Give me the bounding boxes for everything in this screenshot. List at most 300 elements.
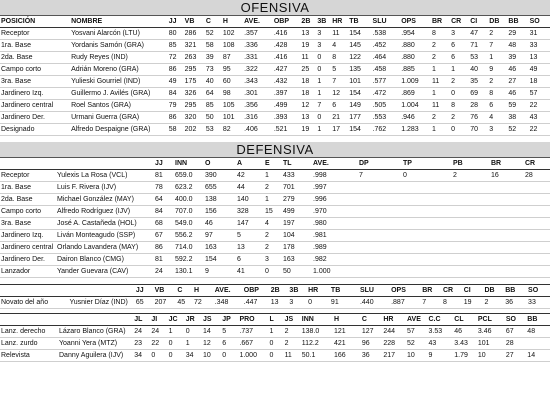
table-cell: 12 [301, 102, 310, 109]
table-cell: 38 [508, 114, 517, 121]
table-cell: .440 [359, 299, 374, 306]
table-cell: 138 [205, 196, 217, 203]
table-cell: 3ra. Base [1, 220, 31, 227]
table-cell: José A. Castañeda (HOL) [57, 220, 137, 227]
table-cell: 2 [265, 244, 269, 251]
column-header: 2B [270, 287, 280, 294]
table-cell: Jardinero central [1, 102, 54, 109]
column-header: 3B [289, 287, 299, 294]
table-cell: 244 [383, 328, 396, 335]
table-cell: .981 [313, 232, 327, 239]
table-cell: 31 [529, 30, 538, 37]
table-cell: 104 [283, 232, 295, 239]
table-cell: .416 [273, 54, 288, 61]
column-header: C [205, 18, 211, 25]
table-cell: 149 [349, 102, 361, 109]
table-cell: .428 [273, 42, 288, 49]
table-cell: 102 [222, 30, 235, 37]
table-cell: .447 [243, 299, 258, 306]
table-cell: 2 [284, 340, 289, 347]
table-cell: 197 [283, 220, 295, 227]
table-cell: 0 [222, 352, 227, 359]
table-cell: Alfredo Despaigne (GRA) [71, 126, 151, 133]
column-header: JP [222, 316, 231, 323]
table-cell: Lanz. zurdo [1, 340, 38, 347]
table-cell: 25 [301, 66, 310, 73]
table-cell [452, 266, 490, 278]
table-cell: 556.2 [175, 232, 193, 239]
table-cell: 7 [332, 78, 337, 85]
table-cell: .397 [273, 90, 288, 97]
table-cell: 8 [332, 54, 337, 61]
table-row [0, 124, 550, 136]
table-cell: .505 [372, 102, 387, 109]
table-row [0, 100, 550, 112]
table-cell [358, 182, 402, 194]
table-cell: 295 [184, 66, 197, 73]
table-cell: 18 [529, 78, 538, 85]
table-cell: 72 [193, 299, 202, 306]
column-header [56, 158, 154, 170]
table-cell: 0 [265, 268, 269, 275]
table-cell: 400.0 [175, 196, 193, 203]
table-cell: .458 [372, 66, 387, 73]
table-cell: 22 [151, 340, 160, 347]
header-row [0, 314, 550, 326]
table-cell: Yander Guevara (CAV) [57, 268, 129, 275]
table-cell: 2 [265, 184, 269, 191]
table-cell [524, 230, 550, 242]
table-cell: 10 [202, 352, 211, 359]
table-cell: 36 [361, 352, 370, 359]
table-cell [524, 218, 550, 230]
table-row [0, 326, 550, 338]
column-header: H [333, 316, 340, 323]
table-cell: 67 [155, 232, 163, 239]
table-cell: Danny Aguilera (IJV) [59, 352, 124, 359]
column-header: JS [284, 316, 294, 323]
table-cell: .538 [372, 30, 387, 37]
column-header: TB [349, 18, 359, 25]
table-cell: .464 [372, 54, 387, 61]
table-cell: 84 [155, 208, 163, 215]
table-cell: 19 [463, 299, 472, 306]
table-cell: Jardinero Izq. [1, 90, 44, 97]
header-row [0, 16, 550, 28]
table-cell: .997 [313, 184, 327, 191]
table-row [0, 52, 550, 64]
column-header: C [361, 316, 367, 323]
table-cell [402, 206, 452, 218]
table-cell: 0 [185, 328, 190, 335]
table-cell: 3 [489, 126, 494, 133]
table-cell: 592.2 [175, 256, 193, 263]
table-cell: 1 [265, 172, 269, 179]
column-header: DB [484, 287, 495, 294]
table-cell: 1 [269, 328, 274, 335]
table-cell: 0 [451, 126, 455, 133]
table-cell: 154 [349, 30, 361, 37]
table-cell: .357 [244, 30, 258, 37]
column-header: JJ [168, 18, 177, 25]
table-cell [452, 242, 490, 254]
table-cell: 6 [332, 102, 337, 109]
column-header: OPS [401, 18, 416, 25]
table-cell: Adrián Moreno (GRA) [71, 66, 139, 73]
table-cell: Yulexis La Rosa (VCL) [57, 172, 128, 179]
table-row [0, 88, 550, 100]
table-cell [490, 194, 524, 206]
table-cell: .427 [273, 66, 288, 73]
table-cell: Yoanni Yera (MTZ) [59, 340, 118, 347]
table-cell: 13 [237, 244, 245, 251]
table-cell: .970 [313, 208, 327, 215]
table-cell: 84 [168, 90, 177, 97]
table-cell: .322 [244, 66, 258, 73]
table-cell [524, 254, 550, 266]
table-cell: 328 [237, 208, 249, 215]
column-header: POSICIÓN [1, 18, 36, 25]
column-header: AVE [407, 316, 421, 323]
table-cell: 49 [529, 66, 538, 73]
table-cell: 87 [222, 54, 231, 61]
table-cell: 0 [317, 66, 322, 73]
table-cell: 24 [134, 328, 142, 335]
table-cell: 91 [330, 299, 339, 306]
table-cell [490, 218, 524, 230]
table-cell: 64 [205, 90, 214, 97]
table-cell: 122 [349, 54, 361, 61]
table-cell: 659.0 [175, 172, 193, 179]
column-header: JL [134, 316, 143, 323]
table-cell: 44 [237, 184, 245, 191]
table-cell: Receptor [1, 172, 30, 179]
column-header: BB [527, 316, 538, 323]
column-header: OBP [243, 287, 259, 294]
table-cell: 6 [237, 256, 241, 263]
table-cell [490, 182, 524, 194]
table-cell: 41 [237, 268, 245, 275]
table-cell: 6 [451, 54, 455, 61]
table-cell: 1 [265, 196, 269, 203]
table-row [0, 254, 550, 266]
table-cell: 81 [155, 172, 163, 179]
table-cell: 53 [470, 54, 478, 61]
table-cell: 138.0 [301, 328, 320, 335]
column-header: VB [184, 18, 195, 25]
table-cell: 39 [205, 54, 214, 61]
table-cell: 1 [431, 90, 436, 97]
table-cell: .336 [244, 42, 258, 49]
table-cell: 1ra. Base [1, 184, 31, 191]
table-cell: 263 [184, 54, 197, 61]
table-cell: 14 [202, 328, 211, 335]
table-cell: Campo corto [1, 66, 42, 73]
table-cell: 0 [269, 340, 274, 347]
column-header: OBP [273, 18, 289, 25]
table-cell: .432 [273, 78, 288, 85]
column-header: C.C [428, 316, 441, 323]
table-cell: 60 [222, 78, 231, 85]
table-cell: 21 [332, 114, 340, 121]
table-cell: 28 [470, 102, 478, 109]
table-cell: 42 [237, 172, 245, 179]
table-cell: 46 [508, 66, 517, 73]
table-row [0, 112, 550, 124]
table-cell [358, 266, 402, 278]
table-cell [358, 254, 402, 266]
table-cell: 34 [185, 352, 194, 359]
table-cell: .737 [239, 328, 254, 335]
column-header: CR [525, 160, 536, 167]
table-cell [524, 266, 550, 278]
table-cell: 33 [529, 42, 538, 49]
table-cell: 3.53 [428, 328, 443, 335]
table-cell: Campo corto [1, 208, 42, 215]
table-row [0, 338, 550, 350]
column-header: JS [202, 316, 212, 323]
table-cell [490, 242, 524, 254]
table-cell: Jardinero Der. [1, 256, 45, 263]
table-cell: Lanzador [1, 268, 31, 275]
table-cell: 39 [508, 54, 517, 61]
table-cell: 1 [489, 54, 494, 61]
table-cell: 6 [222, 340, 227, 347]
table-cell: 701 [283, 184, 295, 191]
table-cell: 4 [265, 220, 269, 227]
table-cell: 390 [205, 172, 217, 179]
table-cell: 46 [205, 220, 213, 227]
table-cell: Michael González (MAY) [57, 196, 134, 203]
table-cell: 27 [505, 352, 514, 359]
column-header: BR [422, 287, 433, 294]
table-cell: 9 [428, 352, 433, 359]
table-cell: 11 [431, 102, 440, 109]
table-cell [402, 242, 452, 254]
table-cell: 43 [529, 114, 538, 121]
table-cell: 40 [470, 66, 478, 73]
table-cell: 7 [359, 172, 363, 179]
column-header: SO [505, 316, 516, 323]
table-cell: 1.009 [401, 78, 419, 85]
table-cell: 202 [184, 126, 197, 133]
table-cell: 86 [168, 66, 177, 73]
column-header: HR [383, 316, 394, 323]
table-cell: .553 [372, 114, 387, 121]
table-cell: 295 [184, 102, 197, 109]
column-header: BR [431, 18, 443, 25]
table-cell: Jardinero Izq. [1, 232, 44, 239]
table-cell: .762 [372, 126, 387, 133]
column-header: PB [453, 160, 463, 167]
column-header: HR [308, 287, 319, 294]
table-cell: .954 [401, 30, 415, 37]
table-cell: 4 [332, 42, 337, 49]
table-cell: 52 [508, 126, 517, 133]
table-cell: 623.2 [175, 184, 193, 191]
table-cell: 50 [205, 114, 214, 121]
table-cell: 145 [349, 42, 361, 49]
table-cell: 8 [451, 102, 455, 109]
table-cell: .472 [372, 90, 387, 97]
table-cell: Yulieski Gourriel (IND) [71, 78, 141, 85]
table-cell [490, 206, 524, 218]
table-cell: 1.283 [401, 126, 419, 133]
table-cell [524, 182, 550, 194]
table-cell: 86 [168, 114, 177, 121]
table-cell: 0 [317, 54, 322, 61]
column-header: O [205, 160, 211, 167]
column-header: BB [505, 287, 516, 294]
table-cell: 15 [265, 208, 273, 215]
table-cell: .885 [401, 66, 415, 73]
table-cell [402, 218, 452, 230]
table-row [0, 76, 550, 88]
column-header: JI [151, 316, 158, 323]
table-cell: .406 [244, 126, 258, 133]
table-cell: 11 [332, 30, 340, 37]
table-cell: .980 [313, 220, 327, 227]
table-cell [452, 218, 490, 230]
table-cell: Yordanis Samón (GRA) [71, 42, 144, 49]
column-header: BB [508, 18, 519, 25]
table-cell: 10 [477, 352, 486, 359]
table-row [0, 182, 550, 194]
table-cell: 154 [205, 256, 217, 263]
table-cell: 76 [470, 114, 478, 121]
column-header: CI [463, 287, 471, 294]
table-cell: 7 [317, 102, 322, 109]
table-cell [358, 218, 402, 230]
table-cell: 177 [349, 114, 361, 121]
table-cell: 17 [332, 126, 340, 133]
column-header: PRO [239, 316, 255, 323]
table-cell: Yosvani Alarcón (LTU) [71, 30, 140, 37]
table-row [0, 206, 550, 218]
table-cell: 13 [529, 54, 538, 61]
table-cell: Relevista [1, 352, 30, 359]
table-cell: 3ra. Base [1, 78, 31, 85]
table-cell: Lanz. derecho [1, 328, 46, 335]
table-cell: 3 [451, 30, 455, 37]
column-header [0, 314, 58, 326]
table-cell: 8 [442, 299, 447, 306]
table-cell: 24 [155, 268, 163, 275]
table-cell: 0 [269, 352, 274, 359]
table-cell: .331 [244, 54, 258, 61]
table-cell: 19 [301, 42, 310, 49]
table-cell: 279 [283, 196, 295, 203]
column-header: NOMBRE [71, 18, 103, 25]
table-cell: 2 [431, 54, 436, 61]
table-cell: 13 [301, 114, 310, 121]
column-header: H [222, 18, 228, 25]
table-cell: 2da. Base [1, 196, 33, 203]
table-cell: 47 [470, 30, 478, 37]
table-cell: .499 [273, 102, 288, 109]
table-cell: .998 [313, 172, 327, 179]
table-cell: 9 [489, 66, 494, 73]
table-cell: 101 [477, 340, 490, 347]
table-cell: .577 [372, 78, 387, 85]
table-cell: 1 [168, 328, 173, 335]
table-cell: 78 [155, 184, 163, 191]
table-cell: 2 [484, 299, 489, 306]
table-cell: 59 [508, 102, 517, 109]
table-cell: 1ra. Base [1, 42, 31, 49]
table-cell: 49 [168, 78, 177, 85]
table-cell: 69 [470, 90, 478, 97]
table-cell: 73 [205, 66, 214, 73]
table-row [0, 64, 550, 76]
table-cell: 13 [270, 299, 279, 306]
table-cell: 108 [222, 42, 235, 49]
table-cell: 97 [205, 232, 213, 239]
table-cell: 5 [332, 66, 337, 73]
table-row [0, 350, 550, 362]
table-cell: 1 [431, 66, 436, 73]
table-cell: 36 [505, 299, 514, 306]
table-cell: 714.0 [175, 244, 193, 251]
table-cell: 101 [349, 78, 361, 85]
table-cell: 1 [317, 126, 322, 133]
table-cell: 6 [489, 102, 494, 109]
table-cell: 112.2 [301, 340, 319, 347]
column-header: CI [470, 18, 478, 25]
table-row [0, 242, 550, 254]
table-cell: 28 [525, 172, 533, 179]
table-cell: 85 [168, 42, 177, 49]
column-header: SLU [372, 18, 387, 25]
column-header: DP [359, 160, 369, 167]
table-cell: 65 [135, 299, 144, 306]
table-cell: 64 [155, 196, 163, 203]
table-cell: 1 [185, 340, 190, 347]
column-header: VB [154, 287, 165, 294]
table-cell [452, 194, 490, 206]
table-cell [358, 194, 402, 206]
table-cell: 135 [349, 66, 361, 73]
column-header: H [193, 287, 200, 294]
table-cell: 86 [155, 244, 163, 251]
table-cell: .996 [313, 196, 327, 203]
header-row [0, 158, 550, 170]
table-cell: 11 [301, 54, 309, 61]
table-cell: 5 [237, 232, 241, 239]
table-cell: 40 [205, 78, 214, 85]
table-cell: 12 [332, 90, 340, 97]
column-header: TL [283, 160, 292, 167]
table-cell [402, 266, 452, 278]
table-cell: 50.1 [301, 352, 316, 359]
column-header: CR [442, 287, 454, 294]
table-cell: 1 [451, 66, 455, 73]
column-header: BR [491, 160, 502, 167]
novato-table [0, 284, 550, 309]
table-cell: .393 [273, 114, 288, 121]
table-cell: 0 [317, 114, 322, 121]
table-cell: 101 [222, 114, 235, 121]
column-header: JC [168, 316, 178, 323]
table-cell: 95 [222, 66, 231, 73]
table-cell: 2 [489, 78, 494, 85]
table-cell: 707.0 [175, 208, 193, 215]
table-cell: 2 [453, 172, 457, 179]
table-cell: 28 [505, 340, 514, 347]
table-cell: 326 [184, 90, 197, 97]
table-cell: 11 [284, 352, 292, 359]
table-row [0, 218, 550, 230]
